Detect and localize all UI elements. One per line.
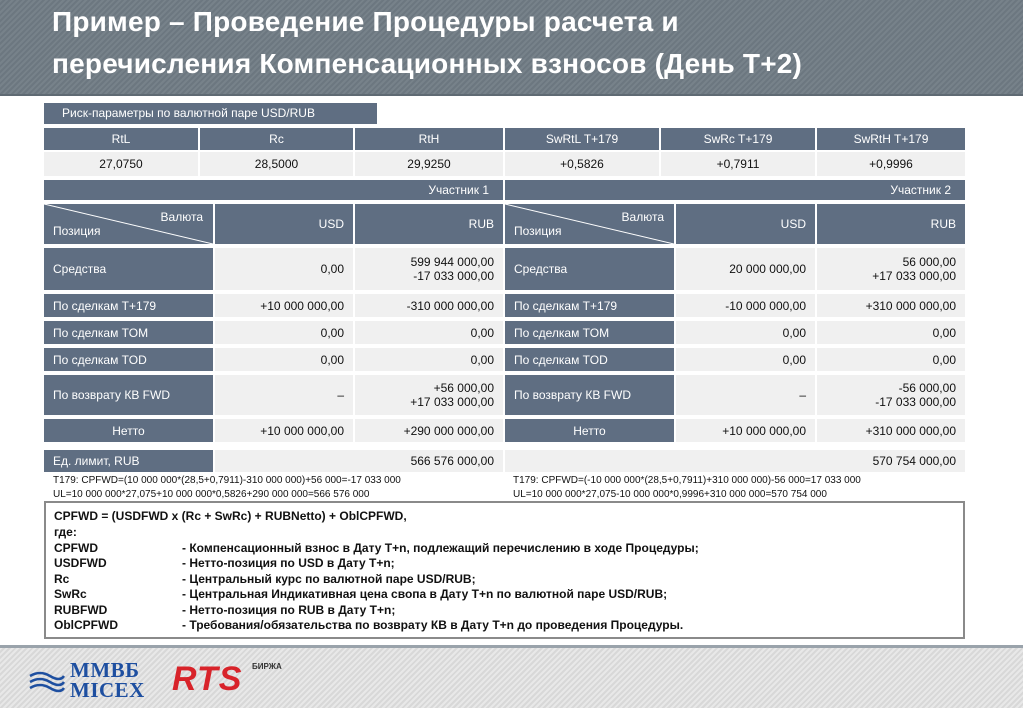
cell-rub: 0,00: [355, 348, 503, 371]
cell-rub: 0,00: [817, 348, 965, 371]
cell-rub-line: -17 033 000,00: [413, 269, 494, 283]
risk-col-header: Rc: [200, 128, 353, 150]
cell-usd: +10 000 000,00: [676, 419, 815, 442]
cell-rub-line: -17 033 000,00: [875, 395, 956, 409]
legend-term: Rc: [54, 572, 70, 586]
risk-value: 27,0750: [44, 152, 198, 176]
row-label-funds: Средства: [44, 248, 213, 290]
col-usd-p1: USD: [215, 204, 353, 244]
cell-usd: +10 000 000,00: [215, 419, 353, 442]
diag-position-label: Позиция: [53, 224, 101, 238]
participant-1-header: Участник 1: [44, 180, 503, 200]
risk-value: 29,9250: [355, 152, 503, 176]
cell-usd: 20 000 000,00: [676, 248, 815, 290]
col-rub-p2: RUB: [817, 204, 965, 244]
cell-rub: +290 000 000,00: [355, 419, 503, 442]
cell-rub: +310 000 000,00: [817, 294, 965, 317]
cell-usd: –: [676, 375, 815, 415]
cell-rub-line: +17 033 000,00: [410, 395, 494, 409]
legend-term: OblCPFWD: [54, 618, 118, 632]
cell-limit-total: 570 754 000,00: [505, 450, 965, 472]
risk-params-header: Риск-параметры по валютной паре USD/RUB: [44, 103, 377, 124]
risk-value: 28,5000: [200, 152, 353, 176]
risk-value: +0,5826: [505, 152, 659, 176]
row-label-t179: По сделкам T+179: [505, 294, 674, 317]
legend-desc: - Компенсационный взнос в Дату Т+n, подлежащий перечислению в ходе Процедуры;: [182, 541, 699, 555]
cell-rub-line: -56 000,00: [898, 381, 956, 395]
participant-2-header: Участник 2: [505, 180, 965, 200]
col-usd-p2: USD: [676, 204, 815, 244]
cell-usd: 0,00: [215, 248, 353, 290]
legend-desc: - Нетто-позиция по RUB в Дату Т+n;: [182, 603, 396, 617]
cell-usd: 0,00: [676, 321, 815, 344]
calc-p1-line-1: T179: CPFWD=(10 000 000*(28,5+0,7911)-310 000 000)+56 000=-17 033 000: [53, 475, 401, 486]
page-title-line-1: Пример – Проведение Процедуры расчета и: [52, 6, 679, 37]
footer: [0, 648, 1023, 708]
rts-logo-text: RTS: [172, 660, 243, 698]
risk-col-header: SwRtL T+179: [505, 128, 659, 150]
cell-rub-line: 56 000,00: [902, 255, 956, 269]
cell-usd: +10 000 000,00: [215, 294, 353, 317]
col-rub-p1: RUB: [355, 204, 503, 244]
rts-logo-subtext: БИРЖА: [252, 662, 282, 671]
diag-position-label: Позиция: [514, 224, 562, 238]
cell-rub: [817, 375, 965, 415]
risk-col-header: RtH: [355, 128, 503, 150]
cell-usd: 0,00: [215, 348, 353, 371]
row-label-kv-return: По возврату КВ FWD: [505, 375, 674, 415]
cell-rub: [817, 248, 965, 290]
legend-desc: - Требования/обязательства по возврату КВ в Дату Т+n до проведения Процедуры.: [182, 618, 684, 632]
page-title-line-2: перечисления Компенсационных взносов (День Т+2): [52, 48, 803, 79]
diag-header-p2: [505, 204, 674, 244]
cell-usd: –: [215, 375, 353, 415]
rts-logo: [172, 658, 292, 702]
cell-rub: [355, 375, 503, 415]
row-label-tom: По сделкам TOM: [505, 321, 674, 344]
calc-p2-line-1: T179: CPFWD=(-10 000 000*(28,5+0,7911)+310 000 000)-56 000=17 033 000: [513, 475, 861, 486]
micex-logo: [28, 656, 148, 702]
cell-usd: -10 000 000,00: [676, 294, 815, 317]
row-label-funds: Средства: [505, 248, 674, 290]
cell-usd: 0,00: [215, 321, 353, 344]
cell-rub: 0,00: [817, 321, 965, 344]
diag-header-p1: [44, 204, 213, 244]
risk-value: +0,9996: [817, 152, 965, 176]
cell-rub-line: 599 944 000,00: [410, 255, 494, 269]
legend-desc: - Нетто-позиция по USD в Дату Т+n;: [182, 556, 395, 570]
title-bar: [0, 0, 1023, 96]
row-label-netto: Нетто: [505, 419, 674, 442]
cell-limit-total: 566 576 000,00: [215, 450, 503, 472]
row-label-kv-return: По возврату КВ FWD: [44, 375, 213, 415]
row-label-tod: По сделкам TOD: [44, 348, 213, 371]
micex-logo-text-en: MICEX: [70, 678, 145, 702]
micex-logo-text-ru: ММВБ: [70, 658, 140, 682]
row-label-t179: По сделкам T+179: [44, 294, 213, 317]
diag-currency-label: Валюта: [160, 210, 203, 224]
risk-col-header: SwRc T+179: [661, 128, 815, 150]
formula-text: CPFWD = (USDFWD x (Rc + SwRc) + RUBNetto) + OblCPFWD,: [54, 509, 407, 523]
formula-where: где:: [54, 525, 77, 539]
cell-rub: -310 000 000,00: [355, 294, 503, 317]
cell-rub: [355, 248, 503, 290]
risk-col-header: RtL: [44, 128, 198, 150]
risk-value: +0,7911: [661, 152, 815, 176]
legend-term: RUBFWD: [54, 603, 108, 617]
micex-logo-icon: [28, 668, 66, 694]
legend-term: CPFWD: [54, 541, 98, 555]
formula-legend: [44, 501, 965, 639]
cell-rub: 0,00: [355, 321, 503, 344]
diag-currency-label: Валюта: [621, 210, 664, 224]
cell-usd: 0,00: [676, 348, 815, 371]
calc-p1-line-2: UL=10 000 000*27,075+10 000 000*0,5826+290 000 000=566 576 000: [53, 489, 370, 500]
risk-col-header: SwRtH T+179: [817, 128, 965, 150]
calc-p2-line-2: UL=10 000 000*27,075-10 000 000*0,9996+310 000 000=570 754 000: [513, 489, 827, 500]
legend-term: USDFWD: [54, 556, 107, 570]
legend-desc: - Центральный курс по валютной паре USD/RUB;: [182, 572, 476, 586]
legend-term: SwRc: [54, 587, 87, 601]
row-label-unified-limit: Ед. лимит, RUB: [44, 450, 213, 472]
cell-rub: +310 000 000,00: [817, 419, 965, 442]
row-label-tom: По сделкам TOM: [44, 321, 213, 344]
cell-rub-line: +56 000,00: [433, 381, 494, 395]
legend-desc: - Центральная Индикативная цена свопа в Дату Т+n по валютной паре USD/RUB;: [182, 587, 668, 601]
cell-rub-line: +17 033 000,00: [872, 269, 956, 283]
row-label-netto: Нетто: [44, 419, 213, 442]
row-label-tod: По сделкам TOD: [505, 348, 674, 371]
